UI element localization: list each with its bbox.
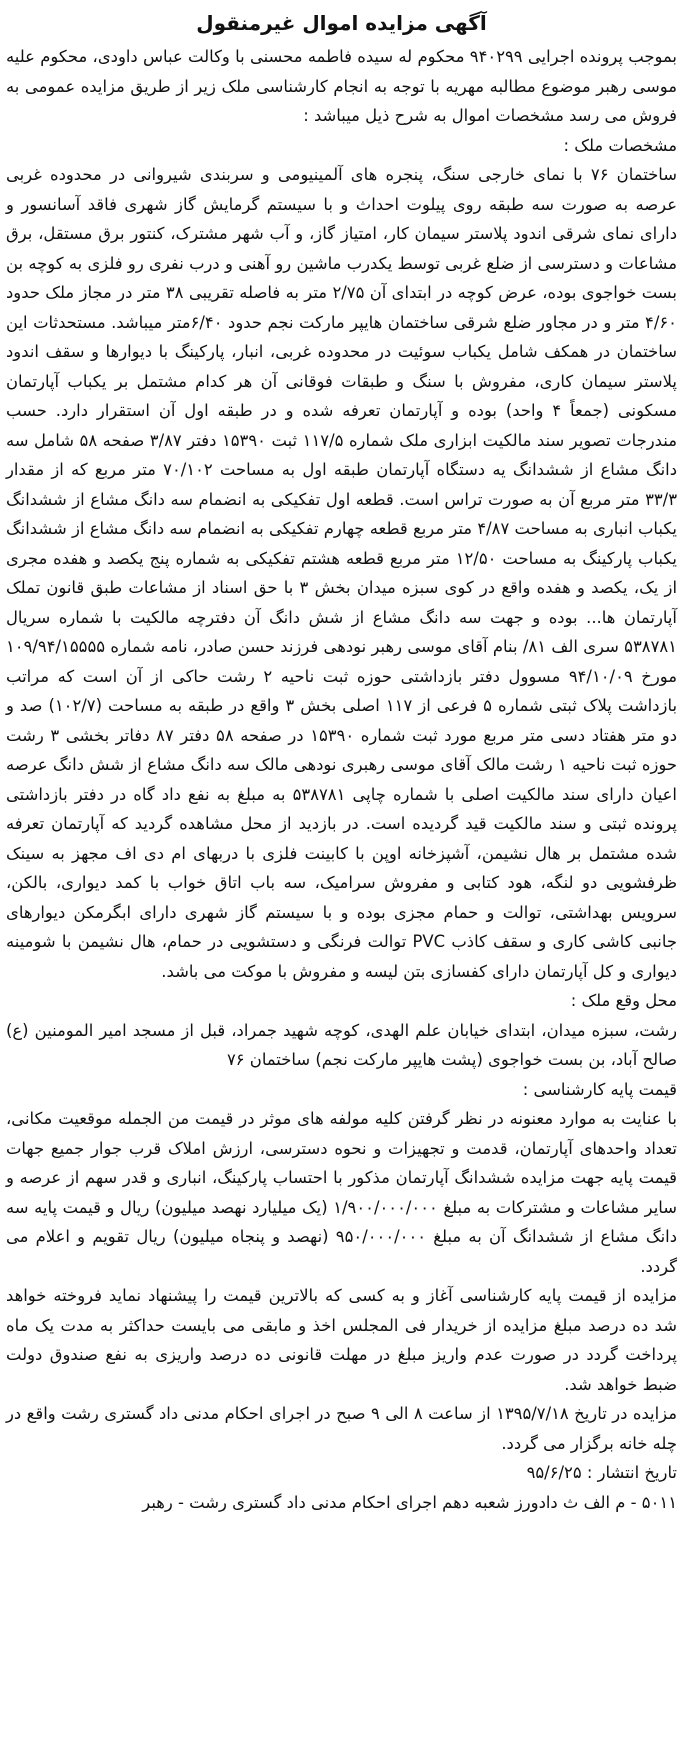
- property-location-body: رشت، سبزه میدان، ابتدای خیابان علم الهدی، کوچه شهید جمراد، قبل از مسجد امیر المومنین (ع) صالح آباد، بن بست خواجوی (پشت هایپر مارکت نجم) ساختمان ۷۶: [6, 1020, 677, 1069]
- auction-notice: [6, 8, 677, 1517]
- intro-paragraph: بموجب پرونده اجرایی ۹۴۰۲۹۹ محکوم له سیده فاطمه محسنی با وکالت عباس داودی، محکوم علیه موسی رهبر موضوع مطالبه مهریه با توجه به انجام کارشناسی ملک زیر از طریق مزایده عمومی به فروش می رسد مشخصات اموال به شرح ذیل میباشد :: [6, 47, 677, 125]
- base-price-heading: قیمت پایه کارشناسی :: [522, 1079, 677, 1099]
- property-location-heading: محل وقع ملک :: [570, 991, 677, 1010]
- property-specs-section: [6, 131, 677, 987]
- notice-title: آگهی مزایده اموال غیرمنقول: [196, 11, 487, 35]
- property-location-section: [6, 986, 677, 1075]
- base-price-section: [6, 1075, 677, 1282]
- property-specs-heading: مشخصات ملک :: [563, 135, 677, 155]
- property-specs-body: ساختمان ۷۶ با نمای خارجی سنگ، پنجره های آلمینیومی و سربندی شیروانی در محدوده غربی عرصه به صورت سه طبقه روی پیلوت احداث و با سیستم گرمایش گاز شهری فاقد آسانسور و دارای نمای شرقی اندود پلاستر سیمان کار، امتیاز گاز، و آب شهر مشترک، کنتور برق مستقل، برق مشاعات و دسترسی از ضلع غربی توسط یکدرب ماشین رو آهنی و درب نفری رو فلزی به کوچه بن بست خواجوی بوده، عرض کوچه در ابتدای آن ۲/۷۵ متر به فاصله تقریبی ۳۸ متر در مجاز ملک حدود ۴/۶۰ متر و در مجاور ضلع شرقی ساختمان هایپر مارکت نجم حدود ۶/۴۰متر میباشد. مستحدثات این ساختمان در همکف شامل یکباب سوئیت در محدوده غربی، انبار، پارکینگ با دیوارها و سقف اندود پلاستر سیمان کاری، مفروش با سنگ و طبقات فوقانی آن هر کدام مشتمل بر یکباب آپارتمان مسکونی (جمعاً ۴ واحد) بوده و آپارتمان تعرفه شده و در طبقه اول آن استقرار دارد. حسب مندرجات تصویر سند مالکیت ابزاری ملک شماره ۱۱۷/۵ ثبت ۱۵۳۹۰ دفتر ۳/۸۷ صفحه ۵۸ شامل سه دانگ مشاع از ششدانگ یه دستگاه آپارتمان طبقه اول به مساحت ۷۰/۱۰۲ متر مربع که از مقدار ۳۳/۳ متر مربع آن به صورت تراس است. قطعه اول تفکیکی به انضمام سه دانگ مشاع از ششدانگ یکباب انباری به مساحت ۴/۸۷ متر مربع قطعه چهارم تفکیکی به انضمام سه دانگ مشاع از ششدانگ یکباب پارکینگ به مساحت ۱۲/۵۰ متر مربع قطعه هشتم تفکیکی به شماره پنج یکصد و هفده مجری از یک، یکصد و هفده واقع در کوی سبزه میدان بخش ۳ با حق اسناد از مشاعات طبق قانون تملک آپارتمان ها... بوده و جهت سه دانگ مشاع از شش دانگ آن دفترچه مالکیت با شماره سریال ۵۳۸۷۸۱ سری الف ۸۱/ بنام آقای موسی رهبر نودهی فرزند حسن صادر، نامه شماره ۱۰۹/۹۴/۱۵۵۵۵ مورخ ۹۴/۱۰/۰۹ مسوول دفتر بازداشتی حوزه ثبت ناحیه ۲ رشت حاکی از آن است که مراتب بازداشت پلاک ثبتی شماره ۵ فرعی از ۱۱۷ اصلی بخش ۳ واقع در طبقه به مساحت (۱۰۲/۷) صد و دو متر هفتاد دسی متر مربع مورد ثبت شماره ۱۵۳۹۰ در صفحه ۵۸ دفتر ۸۷ دفاتر بخشی ۳ رشت حوزه ثبت ناحیه ۱ رشت مالک آقای موسی رهبری نودهی مالک سه دانگ مشاع از شش دانگ عرصه اعیان دارای سند مالکیت اصلی با شماره چاپی ۵۳۸۷۸۱ به مبلغ به نفع داد گاه در دفتر بازداشتی پرونده ثبتی و سند مالکیت قید گردیده است. در بازدید از محل مشاهده گردید که آپارتمان تعرفه شده مشتمل بر هال نشیمن، آشپزخانه اوپن با کابینت فلزی با دربهای ام دی اف مجهز به سینک ظرفشویی دو لنگه، هود کتابی و مفروش سرامیک، سه باب اتاق خواب با کمد دیواری، بالکن، سرویس بهداشتی، توالت و حمام مجزی بوده و با سیستم گاز شهری دارای ابگرمکن دیوارهای جانبی کاشی کاری و سقف کاذب PVC توالت فرنگی و دستشویی در حمام، هال نشیمن با شومینه دیواری و کل آپارتمان دارای کفسازی بتن لیسه و مفروش با موکت می باشد.: [6, 165, 678, 981]
- base-price-body: با عنایت به موارد معنونه در نظر گرفتن کلیه مولفه های موثر در قیمت من الجمله موقعیت مکانی، تعداد واحدهای آپارتمان، قدمت و تجهیزات و نحوه دسترسی، ارزش املاک قرب جوار جمیع جهات قیمت پایه جهت مزایده ششدانگ آپارتمان مذکور با احتساب پارکینگ، انباری و قدر سهم از عرصه و سایر مشاعات و مشترکات به مبلغ ۱/۹۰۰/۰۰۰/۰۰۰ (یک میلیارد نهصد میلیون) ریال و قیمت پایه سه دانگ مشاع از ششدانگ آن به مبلغ ۹۵۰/۰۰۰/۰۰۰ (نهصد و پنجاه میلیون) ریال تقویم و اعلام می گردد.: [6, 1109, 678, 1276]
- auction-terms-paragraph: مزایده از قیمت پایه کارشناسی آغاز و به کسی که بالاترین قیمت را پیشنهاد نماید فروخته خواهد شد ده درصد مبلغ مزایده از خریدار فی المجلس اخذ و مابقی می بایست حداکثر به مدت یک ماه پرداخت گردد در صورت عدم واریز مبلغ در مهلت قانونی ده درصد واریزی به نفع صندوق دولت ضبط خواهد شد.: [6, 1286, 677, 1394]
- auction-schedule-paragraph: مزایده در تاریخ ۱۳۹۵/۷/۱۸ از ساعت ۸ الی ۹ صبح در اجرای احکام مدنی داد گستری رشت واقع در چله خانه برگزار می گردد.: [6, 1404, 677, 1453]
- footer-reference: ۵۰۱۱ - م الف ث دادورز شعبه دهم اجرای احکام مدنی داد گستری رشت - رهبر: [142, 1492, 677, 1512]
- publish-date: تاریخ انتشار : ۹۵/۶/۲۵: [526, 1463, 677, 1482]
